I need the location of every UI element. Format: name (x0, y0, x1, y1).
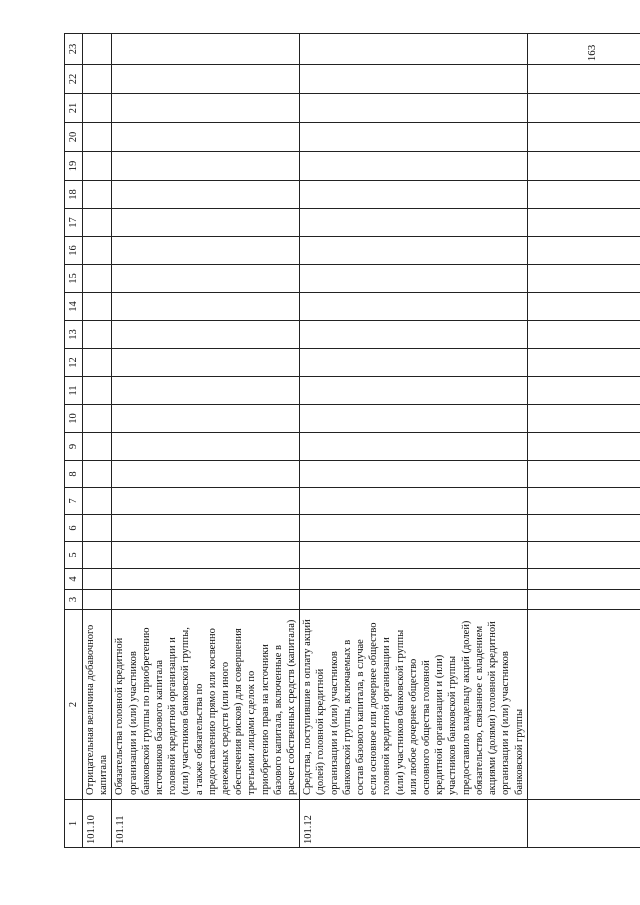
header-cell: 7 (65, 488, 83, 515)
empty-cell (83, 542, 112, 569)
empty-cell (83, 65, 112, 94)
header-cell: 9 (65, 433, 83, 461)
empty-cell (527, 94, 640, 123)
page-number: 163 (586, 44, 598, 62)
empty-cell (83, 433, 112, 461)
empty-cell (300, 209, 527, 237)
empty-cell (527, 569, 640, 590)
header-cell: 21 (65, 94, 83, 123)
empty-cell (83, 515, 112, 542)
header-cell: 4 (65, 569, 83, 590)
header-cell: 5 (65, 542, 83, 569)
row-description-line: (или) участников банковской группы, (180, 627, 192, 795)
empty-cell (83, 405, 112, 433)
row-description (112, 610, 300, 800)
empty-cell (300, 569, 527, 590)
header-cell: 11 (65, 377, 83, 405)
empty-cell (527, 209, 640, 237)
header-cell: 16 (65, 237, 83, 265)
header-cell: 17 (65, 209, 83, 237)
empty-cell (300, 542, 527, 569)
row-description-line: предоставило владельцу акций (долей) (460, 620, 472, 795)
row-description-line: Средства, поступившие в оплату акций (302, 619, 314, 795)
empty-cell (300, 515, 527, 542)
header-cell: 8 (65, 461, 83, 488)
empty-cell (112, 265, 300, 293)
row-description-line: (долей) головной кредитной (315, 668, 327, 795)
row-description-line: (или) участников банковской группы (394, 629, 406, 795)
row-description-line: предоставлению прямо или косвенно (206, 628, 218, 795)
header-cell: 15 (65, 265, 83, 293)
table-row (300, 34, 527, 848)
empty-cell (112, 123, 300, 152)
empty-cell (112, 488, 300, 515)
row-description-line: банковской группы, включаемых в (341, 639, 353, 795)
empty-cell (83, 152, 112, 181)
empty-cell (300, 349, 527, 377)
row-description-line: денежных средств (или иного (220, 661, 232, 795)
row-description-line: банковской группы по приобретению (140, 627, 152, 795)
row-code: 101.10 (83, 800, 112, 848)
empty-cell (83, 181, 112, 209)
empty-cell (300, 377, 527, 405)
table-row (112, 34, 300, 848)
row-description-line: организации и (или) участников (127, 651, 139, 795)
empty-cell (527, 293, 640, 321)
empty-cell (112, 542, 300, 569)
empty-cell (83, 569, 112, 590)
empty-cell (300, 123, 527, 152)
empty-cell (112, 209, 300, 237)
row-description-line: Обязательства головной кредитной (114, 637, 126, 795)
empty-cell (83, 94, 112, 123)
empty-cell (300, 265, 527, 293)
header-cell: 18 (65, 181, 83, 209)
header-cell: 1 (65, 800, 83, 848)
empty-cell (527, 34, 640, 65)
empty-cell (83, 377, 112, 405)
empty-cell (112, 321, 300, 349)
empty-cell (527, 265, 640, 293)
empty-cell (83, 488, 112, 515)
row-code: 101.12 (300, 800, 527, 848)
row-description-line: источников базового капитала (154, 659, 166, 795)
header-cell: 10 (65, 405, 83, 433)
empty-cell (527, 405, 640, 433)
empty-cell (527, 542, 640, 569)
row-description-line: если основное или дочернее общество (368, 622, 380, 795)
empty-cell (300, 461, 527, 488)
row-description-line: обязательство, связанное с владением (473, 625, 485, 795)
empty-cell (300, 152, 527, 181)
empty-cell (527, 590, 640, 610)
header-cell: 2 (65, 610, 83, 800)
row-description (83, 610, 112, 800)
empty-cell (83, 461, 112, 488)
header-cell: 14 (65, 293, 83, 321)
header-cell: 20 (65, 123, 83, 152)
header-row (65, 34, 83, 848)
header-cell: 6 (65, 515, 83, 542)
empty-cell (527, 488, 640, 515)
row-description-line: головной кредитной организации и (167, 637, 179, 795)
empty-cell (112, 349, 300, 377)
row-description-line: организации и (или) участников (328, 651, 340, 795)
empty-cell (83, 123, 112, 152)
row-description-line: головной кредитной организации и (381, 637, 393, 795)
empty-cell (112, 237, 300, 265)
empty-cell (112, 181, 300, 209)
empty-cell (300, 94, 527, 123)
header-cell: 23 (65, 34, 83, 65)
row-description-line: организации и (или) участников (500, 651, 512, 795)
data-table (64, 33, 640, 848)
empty-cell (527, 800, 640, 848)
row-description-line: или любое дочернее общество (407, 658, 419, 795)
empty-cell (112, 94, 300, 123)
empty-cell (300, 488, 527, 515)
header-cell: 3 (65, 590, 83, 610)
empty-cell (112, 377, 300, 405)
empty-cell (112, 515, 300, 542)
row-description-line: акциями (долями) головной кредитной (487, 621, 499, 795)
empty-cell (300, 433, 527, 461)
row-description-line: обеспечения рисков) для совершения (233, 628, 245, 795)
empty-cell (83, 321, 112, 349)
empty-cell (527, 377, 640, 405)
empty-cell (83, 590, 112, 610)
empty-cell (527, 321, 640, 349)
empty-cell (527, 349, 640, 377)
empty-cell (112, 461, 300, 488)
empty-cell (527, 181, 640, 209)
row-description-line: основного общества головной (421, 660, 433, 795)
row-description-line: состав базового капитала, в случае (355, 639, 367, 795)
empty-cell (83, 209, 112, 237)
empty-cell (527, 123, 640, 152)
header-cell: 12 (65, 349, 83, 377)
empty-cell (527, 610, 640, 800)
empty-cell (83, 237, 112, 265)
empty-cell (300, 34, 527, 65)
empty-cell (527, 515, 640, 542)
empty-cell (112, 152, 300, 181)
empty-cell (300, 65, 527, 94)
empty-row (527, 34, 640, 848)
row-description-line: приобретению прав на источники (259, 644, 271, 795)
row-description-line: расчет собственных средств (капитала) (286, 619, 298, 795)
empty-cell (300, 405, 527, 433)
empty-cell (112, 433, 300, 461)
empty-cell (527, 65, 640, 94)
row-description (300, 610, 527, 800)
table-row (83, 34, 112, 848)
row-description-line: а также обязательства по (193, 683, 205, 795)
header-cell: 22 (65, 65, 83, 94)
empty-cell (527, 237, 640, 265)
header-cell: 19 (65, 152, 83, 181)
row-code: 101.11 (112, 800, 300, 848)
row-description-line: Отрицательная величина добавочного (85, 624, 96, 795)
empty-cell (83, 34, 112, 65)
empty-cell (83, 293, 112, 321)
empty-cell (112, 569, 300, 590)
row-description-line: третьими лицами сделок по (246, 670, 258, 795)
empty-cell (112, 293, 300, 321)
empty-cell (527, 461, 640, 488)
empty-cell (112, 405, 300, 433)
empty-cell (112, 65, 300, 94)
empty-cell (300, 590, 527, 610)
empty-cell (300, 321, 527, 349)
empty-cell (527, 433, 640, 461)
empty-cell (300, 237, 527, 265)
row-description-line: кредитной организации и (или) (434, 654, 446, 795)
empty-cell (112, 590, 300, 610)
empty-cell (527, 152, 640, 181)
row-description-line: банковской группы (513, 708, 525, 795)
header-cell: 13 (65, 321, 83, 349)
empty-cell (112, 34, 300, 65)
empty-cell (83, 265, 112, 293)
empty-cell (300, 181, 527, 209)
row-description-line: капитала (98, 754, 110, 795)
row-description-line: участников банковской группы (447, 655, 459, 795)
row-description-line: базового капитала, включенные в (272, 645, 284, 795)
empty-cell (83, 349, 112, 377)
empty-cell (300, 293, 527, 321)
rotated-table-wrapper (64, 36, 535, 848)
